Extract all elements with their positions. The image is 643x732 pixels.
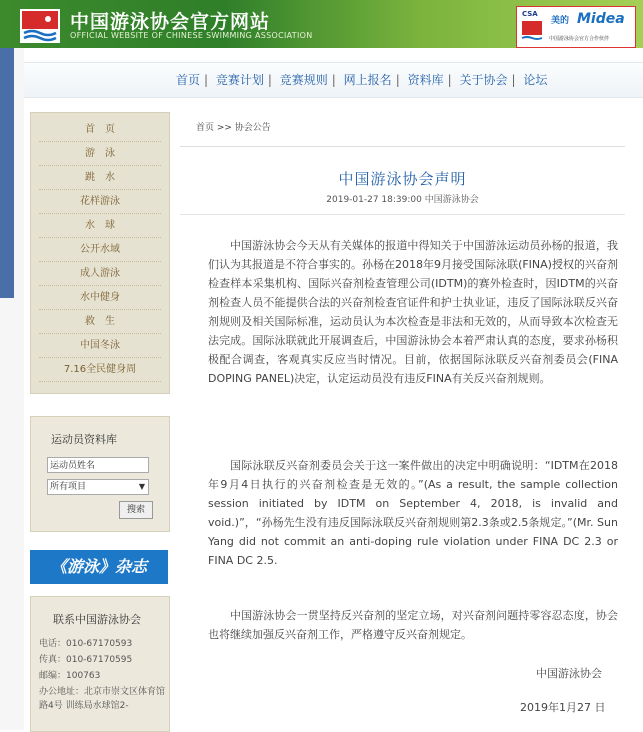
- contact-phone: 电话：010-67170593: [39, 639, 133, 649]
- breadcrumb[interactable]: 首页 >> 协会公告: [196, 123, 271, 133]
- event-select[interactable]: [47, 479, 149, 495]
- nav-item-about[interactable]: 关于协会: [459, 73, 508, 87]
- contact-address: 办公地址：北京市崇文区体育馆路4号 训练局水球馆2-: [39, 687, 166, 711]
- sidebar-item-lifesaving[interactable]: 救 生: [39, 311, 161, 334]
- nav-item-database[interactable]: 资料库: [407, 73, 444, 87]
- nav-separator: |: [511, 73, 516, 87]
- nav-item-schedule[interactable]: 竞赛计划: [215, 73, 264, 87]
- article-meta: 2019-01-27 18:39:00 中国游泳协会: [326, 195, 479, 205]
- nav-separator: |: [267, 73, 272, 87]
- site-subtitle: OFFICIAL WEBSITE OF CHINESE SWIMMING ASSOCIATION: [70, 31, 313, 40]
- event-select-value: 所有项目: [50, 482, 87, 492]
- sidebar-item-waterpolo[interactable]: 水 球: [39, 215, 161, 238]
- panel-title: 运动员资料库: [51, 433, 117, 446]
- divider: [180, 146, 625, 147]
- contact-title: 联系中国游泳协会: [53, 613, 141, 626]
- left-edge-accent: [0, 48, 14, 298]
- csa-label: CSA: [522, 10, 538, 18]
- nav-item-rules[interactable]: 竞赛规则: [279, 73, 328, 87]
- search-button[interactable]: 搜索: [119, 501, 153, 519]
- nav-separator: |: [447, 73, 452, 87]
- chevron-down-icon: ▼: [138, 482, 145, 491]
- article-signature: 中国游泳协会: [536, 667, 602, 680]
- main-nav: [24, 62, 643, 98]
- sidebar-item-swimming[interactable]: 游 泳: [39, 143, 161, 166]
- contact-panel: [30, 596, 170, 732]
- nav-separator: |: [331, 73, 336, 87]
- athlete-search-panel: [30, 416, 170, 532]
- sidebar-item-home[interactable]: 首 页: [39, 119, 161, 142]
- sidebar-item-openwater[interactable]: 公开水域: [39, 239, 161, 262]
- divider: [180, 214, 625, 215]
- site-header: [0, 0, 643, 48]
- nav-separator: |: [395, 73, 400, 87]
- nav-links: [174, 71, 549, 88]
- magazine-banner[interactable]: 《游泳》杂志: [30, 550, 168, 584]
- sidebar-item-adult[interactable]: 成人游泳: [39, 263, 161, 286]
- article-paragraph: 中国游泳协会一贯坚持反兴奋剂的坚定立场，对兴奋剂问题持零容忍态度，协会也将继续加强反兴奋剂工作，严格遵守反兴奋剂规定。: [208, 609, 618, 641]
- athlete-name-input[interactable]: 运动员姓名: [47, 457, 149, 473]
- midea-cn-label: 美的: [551, 16, 570, 26]
- article-paragraph: 国际泳联反兴奋剂委员会关于这一案件做出的决定中明确说明：“IDTM在2018年9月4日执行的兴奋剂检查是无效的。”(As a result, the sample collection session initiated by IDTM on September 4, 2018, is invalid and void.)”，“孙杨先生没有违反国际泳联反兴奋剂规则第2.3条或2.5条规定。”(Mr. Sun Yang did not commit an anti-doping rule violation under FINA DC 2.3 or FINA DC 2.5.: [208, 459, 618, 567]
- sidebar-item-diving[interactable]: 跳 水: [39, 167, 161, 190]
- csa-logo-icon[interactable]: [20, 9, 60, 43]
- site-title[interactable]: 中国游泳协会官方网站: [70, 11, 271, 33]
- contact-postcode: 邮编：100763: [39, 671, 101, 681]
- page-title: 中国游泳协会声明: [338, 170, 467, 188]
- sidebar-item-synchro[interactable]: 花样游泳: [39, 191, 161, 214]
- nav-item-registration[interactable]: 网上报名: [343, 73, 392, 87]
- article-main: [180, 112, 643, 730]
- nav-item-home[interactable]: 首页: [176, 73, 201, 87]
- article-date: 2019年1月27 日: [520, 701, 606, 714]
- nav-item-forum[interactable]: 论坛: [523, 73, 548, 87]
- sponsor-caption: 中国游泳协会官方合作伙伴: [549, 36, 610, 42]
- article-paragraph: 中国游泳协会今天从有关媒体的报道中得知关于中国游泳运动员孙杨的报道，我们认为其报道是不符合事实的。孙杨在2018年9月接受国际泳联(FINA)授权的兴奋剂检查样本采集机构、国际兴奋剂检查管理公司(IDTM)的赛外检查时，因IDTM的兴奋剂检查人员不能提供合法的兴奋剂检查官证件和护士执业证，违反了国际泳联反兴奋剂规则及相关国际标准，运动员认为本次检查是非法和无效的，从而导致本次检查无法完成。国际泳联就此开展调查后，中国游泳协会本着严肃认真的态度，要求孙杨积极配合调查，客观真实反应当时情况。目前，依据国际泳联反兴奋剂委员会(FINA DOPING PANEL)决定，认定运动员没有违反FINA有关反兴奋剂规则。: [208, 239, 618, 385]
- nav-separator: |: [204, 73, 209, 87]
- contact-fax: 传真：010-67170595: [39, 655, 133, 665]
- sponsor-logo[interactable]: [516, 6, 636, 48]
- sidebar-item-fitness-week[interactable]: 7.16全民健身周: [39, 359, 161, 382]
- midea-logo: Midea: [577, 11, 625, 27]
- sidebar-menu: [30, 112, 170, 394]
- sidebar-item-aquafitness[interactable]: 水中健身: [39, 287, 161, 310]
- sidebar-item-winter[interactable]: 中国冬泳: [39, 335, 161, 358]
